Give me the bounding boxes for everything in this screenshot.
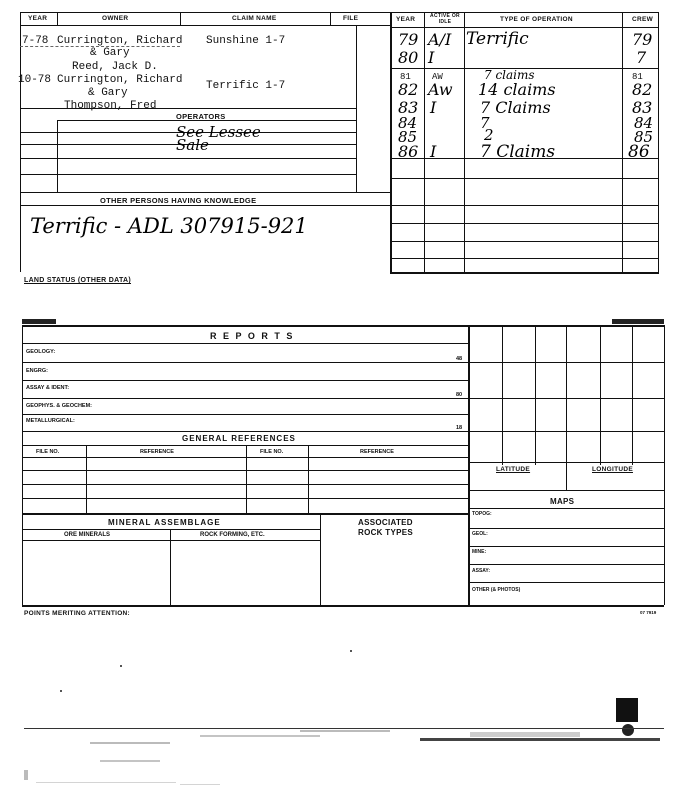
report-engrg-label: ENGRG: bbox=[26, 368, 48, 374]
map-topog-label: TOPOG: bbox=[472, 511, 492, 517]
owner-row-6-owner: Thompson, Fred bbox=[64, 100, 157, 112]
activity-row-2-active: I bbox=[428, 48, 435, 67]
owner-row-3-owner: Reed, Jack D. bbox=[72, 61, 158, 73]
activity-row-1-year: 79 bbox=[398, 30, 419, 49]
associated-label: ASSOCIATED bbox=[358, 518, 413, 527]
mineral-assemblage-title: MINERAL ASSEMBLAGE bbox=[108, 518, 221, 527]
owner-row-1-year: 7-78 bbox=[22, 35, 49, 47]
file-header: FILE bbox=[343, 15, 359, 22]
owner-year-header: YEAR bbox=[28, 15, 48, 22]
rock-forming-label: ROCK FORMING, ETC. bbox=[200, 532, 265, 538]
operators-handwritten: See Lessee Sale bbox=[176, 123, 261, 154]
activity-row-2-year: 80 bbox=[398, 48, 419, 67]
map-other-label: OTHER (& PHOTOS) bbox=[472, 587, 521, 593]
activity-row-5-type: 7 Claims bbox=[480, 98, 551, 117]
owner-header: OWNER bbox=[102, 15, 129, 22]
knowledge-label: OTHER PERSONS HAVING KNOWLEDGE bbox=[100, 196, 257, 205]
punch-hole bbox=[622, 724, 634, 736]
activity-row-8-type: 7 Claims bbox=[480, 142, 556, 162]
activity-row-7-crew: 85 bbox=[634, 128, 654, 146]
report-assay-label: ASSAY & IDENT: bbox=[26, 385, 70, 391]
activity-row-3-year: 81 bbox=[400, 72, 411, 82]
right-black-bar bbox=[612, 319, 664, 324]
report-assay-num: 80 bbox=[456, 392, 463, 398]
owner-row-4-year: 10-78 bbox=[18, 74, 52, 86]
activity-row-4-year: 82 bbox=[398, 80, 419, 99]
activity-row-4-crew: 82 bbox=[632, 80, 653, 99]
activity-row-6-year: 84 bbox=[398, 114, 418, 132]
ref-col-reference-2: REFERENCE bbox=[360, 449, 394, 455]
activity-row-5-year: 83 bbox=[398, 98, 419, 117]
longitude-label: LONGITUDE bbox=[592, 466, 633, 473]
report-geophys-label: GEOPHYS. & GEOCHEM: bbox=[26, 403, 93, 409]
activity-row-8-year: 86 bbox=[398, 142, 419, 161]
activity-row-7-type: 2 bbox=[484, 126, 494, 144]
form-code: 07 7919 bbox=[640, 610, 657, 615]
ref-col-reference-1: REFERENCE bbox=[140, 449, 174, 455]
owner-row-1-claim: Sunshine 1-7 bbox=[206, 35, 286, 47]
activity-row-2-crew: 7 bbox=[636, 48, 647, 67]
type-operation-header: TYPE OF OPERATION bbox=[500, 16, 573, 23]
ref-col-file-2: FILE NO. bbox=[260, 449, 284, 455]
activity-row-3-active: AW bbox=[432, 72, 443, 82]
left-black-bar bbox=[22, 319, 56, 324]
claim-name-header: CLAIM NAME bbox=[232, 15, 277, 22]
owner-row-4-owner: Currington, Richard bbox=[57, 74, 183, 86]
general-references-title: GENERAL REFERENCES bbox=[182, 434, 296, 443]
activity-row-8-active: I bbox=[430, 142, 437, 161]
knowledge-handwritten: Terrific - ADL 307915-921 bbox=[30, 214, 308, 238]
activity-row-6-crew: 84 bbox=[634, 114, 654, 132]
land-status-label: LAND STATUS (OTHER DATA) bbox=[24, 277, 132, 284]
report-geology-label: GEOLOGY: bbox=[26, 349, 56, 355]
crew-header: CREW bbox=[632, 16, 654, 23]
activity-row-5-crew: 83 bbox=[632, 98, 653, 117]
owner-row-5-owner: & Gary bbox=[88, 87, 128, 99]
latitude-label: LATITUDE bbox=[496, 466, 531, 473]
rock-types-label: ROCK TYPES bbox=[358, 528, 414, 537]
activity-row-4-active: Aw bbox=[428, 80, 453, 99]
report-metallurgical-label: METALLURGICAL: bbox=[26, 418, 75, 424]
maps-title: MAPS bbox=[550, 497, 575, 506]
activity-row-3-crew: 81 bbox=[632, 72, 643, 82]
activity-row-8-crew: 86 bbox=[628, 142, 650, 162]
activity-row-1-active: A/I bbox=[428, 30, 452, 49]
activity-year-header: YEAR bbox=[396, 16, 416, 23]
activity-row-5-active: I bbox=[430, 98, 437, 117]
owner-row-2-owner: & Gary bbox=[90, 47, 130, 59]
report-geology-num: 48 bbox=[456, 356, 463, 362]
activity-row-1-type: Terrific bbox=[466, 29, 529, 49]
activity-row-4-type: 14 claims bbox=[478, 80, 556, 99]
activity-row-6-type: 7 bbox=[480, 114, 490, 132]
map-assay-label: ASSAY: bbox=[472, 568, 491, 574]
activity-row-7-year: 85 bbox=[398, 128, 418, 146]
map-geol-label: GEOL: bbox=[472, 531, 488, 537]
points-meriting-label: POINTS MERITING ATTENTION: bbox=[24, 610, 131, 617]
owner-row-1-owner: Currington, Richard bbox=[57, 35, 183, 47]
ref-col-file-1: FILE NO. bbox=[36, 449, 60, 455]
activity-row-1-crew: 79 bbox=[632, 30, 653, 49]
activity-row-3-type: 7 claims bbox=[484, 68, 535, 82]
operators-label: OPERATORS bbox=[176, 112, 226, 121]
ore-minerals-label: ORE MINERALS bbox=[64, 532, 111, 538]
active-idle-header: ACTIVE OR IDLE bbox=[430, 13, 460, 25]
owner-row-4-claim: Terrific 1-7 bbox=[206, 80, 286, 92]
report-metallurgical-num: 18 bbox=[456, 425, 463, 431]
registration-mark bbox=[616, 698, 638, 722]
map-mine-label: MINE: bbox=[472, 549, 487, 555]
reports-title: R E P O R T S bbox=[210, 331, 295, 341]
